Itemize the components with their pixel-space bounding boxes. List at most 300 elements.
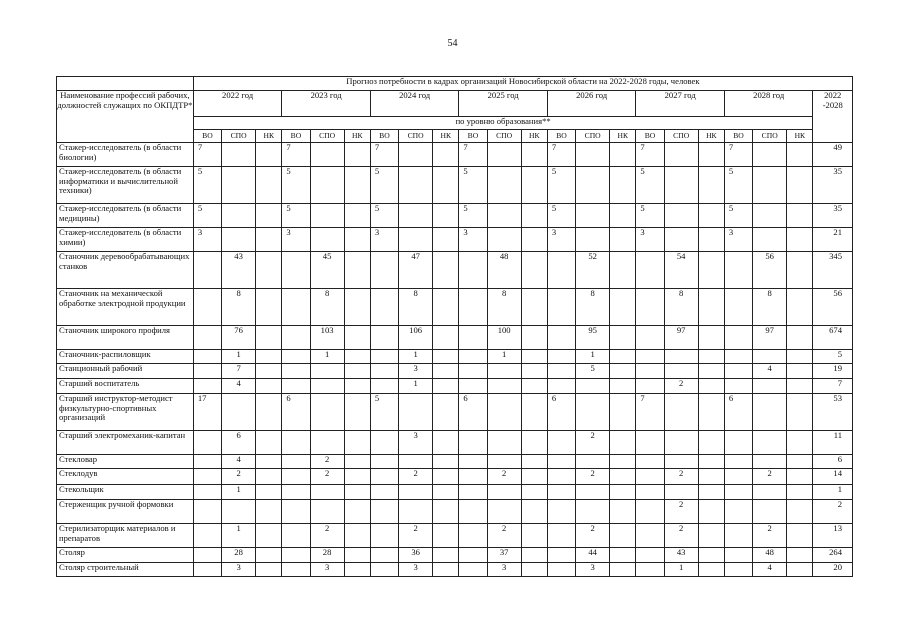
value-cell [724, 289, 752, 326]
value-cell [459, 563, 487, 577]
level-header: СПО [310, 130, 344, 143]
value-cell: 52 [576, 252, 610, 289]
profession-name: Стекловар [57, 455, 194, 469]
value-cell [256, 485, 282, 500]
value-cell: 7 [547, 143, 575, 167]
total-cell: 21 [813, 228, 853, 252]
value-cell [698, 563, 724, 577]
value-cell [193, 364, 221, 379]
value-cell [459, 548, 487, 563]
value-cell [282, 350, 310, 364]
value-cell: 6 [547, 394, 575, 431]
value-cell: 8 [221, 289, 255, 326]
value-cell [547, 563, 575, 577]
value-cell: 1 [487, 350, 521, 364]
value-cell [521, 485, 547, 500]
value-cell [547, 379, 575, 394]
value-cell [370, 455, 398, 469]
value-cell [664, 204, 698, 228]
value-cell [576, 455, 610, 469]
value-cell: 3 [547, 228, 575, 252]
value-cell [610, 485, 636, 500]
value-cell: 45 [310, 252, 344, 289]
value-cell [433, 394, 459, 431]
value-cell [547, 485, 575, 500]
value-cell [193, 379, 221, 394]
value-cell [282, 548, 310, 563]
value-cell [521, 252, 547, 289]
value-cell [724, 350, 752, 364]
value-cell: 1 [221, 524, 255, 548]
value-cell [576, 394, 610, 431]
value-cell [698, 252, 724, 289]
value-cell [459, 252, 487, 289]
level-header: НК [610, 130, 636, 143]
value-cell [399, 167, 433, 204]
value-cell [370, 485, 398, 500]
value-cell: 106 [399, 326, 433, 350]
value-cell [698, 228, 724, 252]
value-cell [282, 326, 310, 350]
value-cell [521, 364, 547, 379]
value-cell [753, 394, 787, 431]
profession-column-header: Наименование профессий рабочих, должностей служащих по ОКПДТР* [57, 91, 194, 143]
value-cell: 5 [724, 204, 752, 228]
value-cell [459, 455, 487, 469]
value-cell [636, 431, 664, 455]
value-cell [459, 364, 487, 379]
table-caption: Прогноз потребности в кадрах организаций Новосибирской области на 2022-2028 годы, человек [193, 77, 852, 91]
level-header: НК [521, 130, 547, 143]
value-cell [344, 455, 370, 469]
table-row [57, 563, 853, 577]
level-header: ВО [459, 130, 487, 143]
value-cell [724, 431, 752, 455]
value-cell [459, 379, 487, 394]
value-cell [787, 469, 813, 485]
value-cell: 8 [487, 289, 521, 326]
profession-name: Стажер-исследователь (в области информатики и вычислительной техники) [57, 167, 194, 204]
value-cell: 7 [370, 143, 398, 167]
table-row [57, 500, 853, 524]
value-cell [433, 167, 459, 204]
value-cell: 6 [724, 394, 752, 431]
value-cell: 48 [487, 252, 521, 289]
value-cell [221, 394, 255, 431]
value-cell [193, 563, 221, 577]
value-cell [282, 455, 310, 469]
value-cell [698, 289, 724, 326]
value-cell [433, 524, 459, 548]
value-cell [433, 143, 459, 167]
value-cell [344, 228, 370, 252]
value-cell [344, 394, 370, 431]
page-number: 54 [447, 38, 458, 49]
value-cell [547, 326, 575, 350]
value-cell [724, 364, 752, 379]
value-cell [344, 485, 370, 500]
value-cell [610, 143, 636, 167]
value-cell [370, 431, 398, 455]
value-cell: 3 [459, 228, 487, 252]
value-cell: 8 [399, 289, 433, 326]
value-cell [724, 252, 752, 289]
table-row [57, 252, 853, 289]
value-cell [610, 455, 636, 469]
value-cell [610, 379, 636, 394]
value-cell [433, 350, 459, 364]
value-cell [282, 485, 310, 500]
value-cell [610, 548, 636, 563]
value-cell: 5 [724, 167, 752, 204]
value-cell [521, 394, 547, 431]
value-cell: 2 [487, 524, 521, 548]
value-cell [433, 326, 459, 350]
value-cell: 1 [664, 563, 698, 577]
value-cell: 2 [753, 469, 787, 485]
value-cell: 3 [221, 563, 255, 577]
value-cell [344, 326, 370, 350]
value-cell [521, 204, 547, 228]
value-cell [664, 394, 698, 431]
value-cell: 2 [310, 524, 344, 548]
value-cell [256, 548, 282, 563]
value-cell [193, 485, 221, 500]
value-cell [753, 485, 787, 500]
value-cell [547, 548, 575, 563]
value-cell [610, 364, 636, 379]
value-cell [521, 500, 547, 524]
value-cell [487, 379, 521, 394]
value-cell [433, 500, 459, 524]
profession-name: Стерилизаторщик материалов и препаратов [57, 524, 194, 548]
value-cell [399, 394, 433, 431]
value-cell [636, 379, 664, 394]
value-cell: 44 [576, 548, 610, 563]
value-cell [753, 379, 787, 394]
value-cell: 5 [370, 394, 398, 431]
value-cell [610, 469, 636, 485]
value-cell [282, 524, 310, 548]
value-cell: 103 [310, 326, 344, 350]
table-row [57, 524, 853, 548]
value-cell: 7 [636, 143, 664, 167]
value-cell [310, 204, 344, 228]
table-row [57, 455, 853, 469]
level-header: ВО [636, 130, 664, 143]
value-cell: 3 [636, 228, 664, 252]
year-header: 2028 год [724, 91, 813, 117]
value-cell [610, 252, 636, 289]
value-cell [521, 350, 547, 364]
profession-name: Старший воспитатель [57, 379, 194, 394]
total-cell: 6 [813, 455, 853, 469]
value-cell: 5 [193, 204, 221, 228]
total-cell: 35 [813, 167, 853, 204]
value-cell [256, 364, 282, 379]
value-cell: 5 [547, 167, 575, 204]
value-cell [370, 364, 398, 379]
profession-name: Стажер-исследователь (в области химии) [57, 228, 194, 252]
total-header: 2022 -2028 [813, 91, 853, 143]
value-cell [664, 431, 698, 455]
value-cell [521, 326, 547, 350]
value-cell [221, 228, 255, 252]
value-cell: 5 [282, 204, 310, 228]
total-cell: 56 [813, 289, 853, 326]
value-cell: 97 [753, 326, 787, 350]
value-cell: 5 [459, 204, 487, 228]
value-cell: 7 [193, 143, 221, 167]
table-row [57, 143, 853, 167]
value-cell: 3 [399, 563, 433, 577]
forecast-table [56, 76, 853, 577]
value-cell [256, 379, 282, 394]
value-cell [459, 485, 487, 500]
value-cell: 3 [576, 563, 610, 577]
value-cell [610, 500, 636, 524]
value-cell [487, 431, 521, 455]
value-cell [576, 379, 610, 394]
value-cell [787, 252, 813, 289]
value-cell [787, 167, 813, 204]
value-cell [256, 252, 282, 289]
value-cell [193, 548, 221, 563]
value-cell: 4 [221, 379, 255, 394]
value-cell [310, 228, 344, 252]
value-cell [610, 524, 636, 548]
value-cell [282, 500, 310, 524]
value-cell [547, 469, 575, 485]
value-cell [487, 394, 521, 431]
profession-name: Станочник деревообрабатывающих станков [57, 252, 194, 289]
value-cell: 7 [724, 143, 752, 167]
table-row [57, 204, 853, 228]
value-cell [370, 252, 398, 289]
value-cell [698, 455, 724, 469]
value-cell [698, 350, 724, 364]
value-cell [698, 431, 724, 455]
value-cell [636, 469, 664, 485]
value-cell [698, 469, 724, 485]
value-cell [787, 379, 813, 394]
value-cell [487, 455, 521, 469]
value-cell [698, 364, 724, 379]
value-cell: 5 [547, 204, 575, 228]
value-cell [487, 485, 521, 500]
value-cell [256, 204, 282, 228]
value-cell [753, 143, 787, 167]
year-header: 2022 год [193, 91, 282, 117]
value-cell [610, 326, 636, 350]
value-cell [344, 350, 370, 364]
value-cell [459, 524, 487, 548]
value-cell [753, 455, 787, 469]
value-cell [521, 289, 547, 326]
value-cell [521, 143, 547, 167]
profession-name: Столяр [57, 548, 194, 563]
value-cell [256, 524, 282, 548]
value-cell: 2 [576, 524, 610, 548]
value-cell [753, 500, 787, 524]
value-cell [487, 364, 521, 379]
value-cell [576, 204, 610, 228]
value-cell [724, 485, 752, 500]
value-cell [256, 143, 282, 167]
value-cell [459, 350, 487, 364]
value-cell [221, 204, 255, 228]
value-cell: 1 [221, 485, 255, 500]
value-cell [487, 167, 521, 204]
value-cell [433, 364, 459, 379]
value-cell: 43 [221, 252, 255, 289]
value-cell [610, 204, 636, 228]
value-cell: 5 [636, 167, 664, 204]
value-cell [521, 167, 547, 204]
value-cell [310, 364, 344, 379]
value-cell [256, 326, 282, 350]
value-cell: 1 [221, 350, 255, 364]
value-cell [344, 524, 370, 548]
total-cell: 5 [813, 350, 853, 364]
value-cell [193, 326, 221, 350]
value-cell [370, 379, 398, 394]
total-cell: 14 [813, 469, 853, 485]
value-cell: 2 [664, 500, 698, 524]
value-cell [344, 252, 370, 289]
value-cell [787, 143, 813, 167]
table-row [57, 228, 853, 252]
value-cell: 8 [753, 289, 787, 326]
value-cell [753, 350, 787, 364]
value-cell: 2 [664, 469, 698, 485]
value-cell: 1 [399, 350, 433, 364]
value-cell [753, 228, 787, 252]
value-cell [459, 289, 487, 326]
table-row [57, 548, 853, 563]
value-cell [370, 326, 398, 350]
value-cell [282, 469, 310, 485]
value-cell [636, 485, 664, 500]
value-cell [459, 326, 487, 350]
value-cell [310, 431, 344, 455]
value-cell: 3 [310, 563, 344, 577]
value-cell [193, 500, 221, 524]
level-header: СПО [399, 130, 433, 143]
value-cell: 6 [459, 394, 487, 431]
value-cell [787, 431, 813, 455]
value-cell [787, 289, 813, 326]
value-cell [698, 500, 724, 524]
value-cell: 2 [399, 469, 433, 485]
value-cell: 2 [487, 469, 521, 485]
value-cell: 7 [636, 394, 664, 431]
value-cell [610, 289, 636, 326]
value-cell [256, 350, 282, 364]
value-cell: 7 [282, 143, 310, 167]
table-row [57, 167, 853, 204]
value-cell [256, 289, 282, 326]
value-cell [698, 143, 724, 167]
value-cell [487, 228, 521, 252]
value-cell: 5 [370, 167, 398, 204]
value-cell [344, 500, 370, 524]
value-cell [521, 455, 547, 469]
value-cell [664, 228, 698, 252]
value-cell [521, 563, 547, 577]
value-cell [636, 500, 664, 524]
value-cell: 76 [221, 326, 255, 350]
value-cell: 8 [576, 289, 610, 326]
corner-cell [57, 77, 194, 91]
value-cell [282, 289, 310, 326]
value-cell: 2 [664, 524, 698, 548]
value-cell: 17 [193, 394, 221, 431]
value-cell: 2 [576, 431, 610, 455]
value-cell: 5 [459, 167, 487, 204]
value-cell [576, 500, 610, 524]
value-cell [344, 548, 370, 563]
value-cell: 3 [399, 364, 433, 379]
value-cell [787, 455, 813, 469]
value-cell [787, 350, 813, 364]
value-cell [576, 228, 610, 252]
value-cell [787, 326, 813, 350]
value-cell [576, 143, 610, 167]
value-cell [787, 228, 813, 252]
value-cell [344, 364, 370, 379]
value-cell: 5 [282, 167, 310, 204]
value-cell [753, 431, 787, 455]
value-cell [433, 379, 459, 394]
value-cell [664, 143, 698, 167]
value-cell [698, 167, 724, 204]
value-cell [399, 500, 433, 524]
value-cell [282, 252, 310, 289]
value-cell [787, 500, 813, 524]
table-row [57, 469, 853, 485]
value-cell [221, 500, 255, 524]
value-cell: 7 [221, 364, 255, 379]
value-cell: 2 [221, 469, 255, 485]
level-header: НК [433, 130, 459, 143]
value-cell [610, 431, 636, 455]
value-cell [310, 500, 344, 524]
value-cell [433, 469, 459, 485]
value-cell [610, 563, 636, 577]
value-cell: 36 [399, 548, 433, 563]
value-cell [664, 350, 698, 364]
value-cell [399, 143, 433, 167]
value-cell [193, 289, 221, 326]
value-cell [787, 485, 813, 500]
value-cell [344, 143, 370, 167]
value-cell [636, 289, 664, 326]
level-header: НК [787, 130, 813, 143]
value-cell [282, 563, 310, 577]
year-header: 2023 год [282, 91, 371, 117]
profession-name: Стекольщик [57, 485, 194, 500]
total-cell: 11 [813, 431, 853, 455]
value-cell [753, 167, 787, 204]
value-cell [487, 143, 521, 167]
total-cell: 1 [813, 485, 853, 500]
value-cell [344, 167, 370, 204]
value-cell [193, 455, 221, 469]
year-header: 2026 год [547, 91, 636, 117]
total-cell: 2 [813, 500, 853, 524]
level-header: ВО [547, 130, 575, 143]
